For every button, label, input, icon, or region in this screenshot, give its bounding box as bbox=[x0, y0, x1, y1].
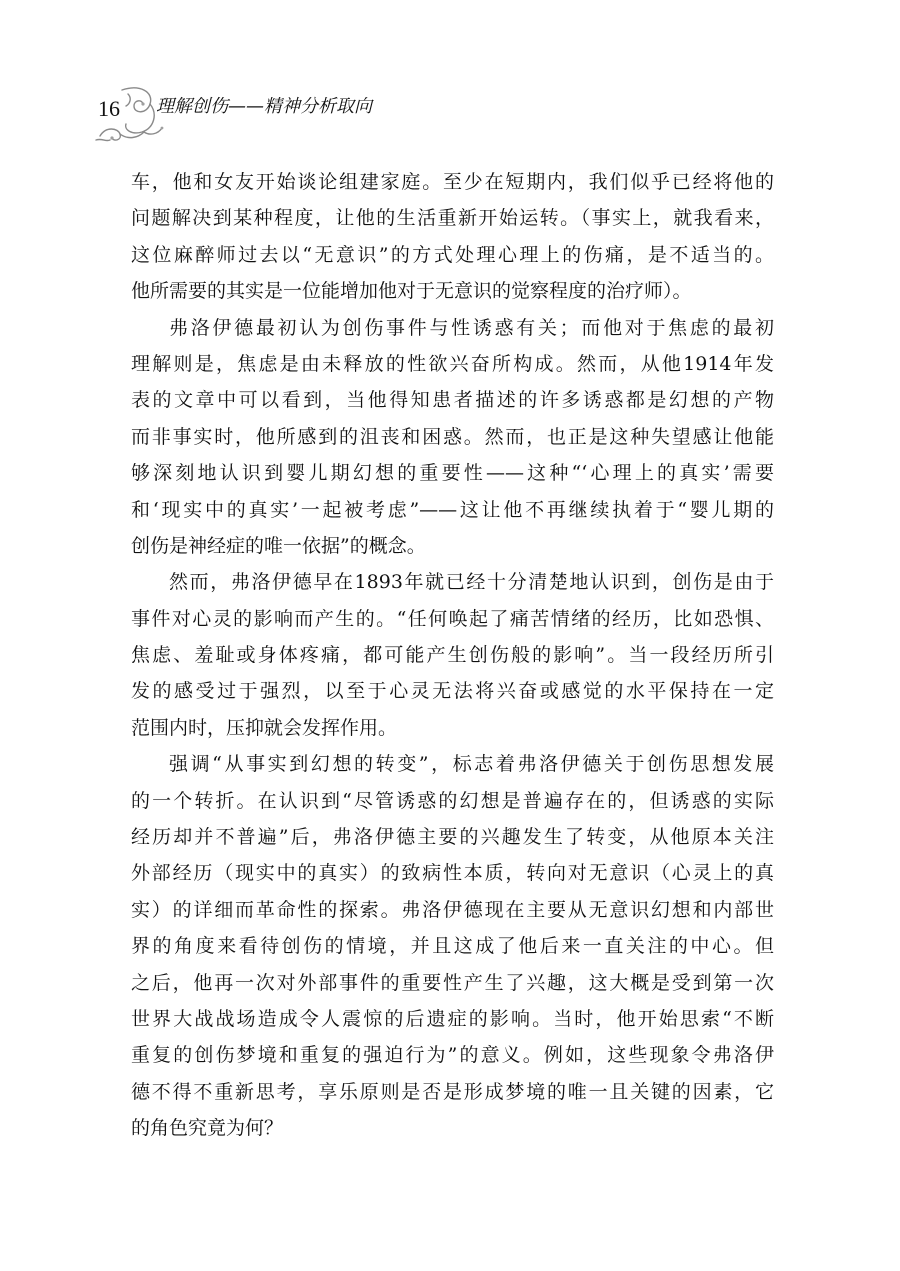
text-line: 事件对心灵的影响而产生的。“任何唤起了痛苦情绪的经历，比如恐惧、 bbox=[131, 607, 774, 630]
text-line: 重复的创伤梦境和重复的强迫行为”的意义。例如，这些现象令弗洛伊 bbox=[131, 1044, 774, 1067]
text-line: 世界大战战场造成令人震惊的后遗症的影响。当时，他开始思索“不断 bbox=[131, 1007, 774, 1030]
text-line: 他所需要的其实是一位能增加他对于无意识的觉察程度的治疗师）。 bbox=[131, 280, 692, 303]
text-line: 经历却并不普遍”后，弗洛伊德主要的兴趣发生了转变，从他原本关注 bbox=[131, 826, 774, 849]
paragraph bbox=[131, 310, 774, 565]
running-title: 理解创伤——精神分析取向 bbox=[156, 96, 372, 117]
text-line: 这位麻醉师过去以“无意识”的方式处理心理上的伤痛，是不适当的。 bbox=[131, 243, 774, 266]
text-line: 外部经历（现实中的真实）的致病性本质，转向对无意识（心灵上的真 bbox=[131, 862, 774, 885]
text-line: 焦虑、羞耻或身体疼痛，都可能产生创伤般的影响”。当一段经历所引 bbox=[131, 644, 774, 667]
text-line: 界的角度来看待创伤的情境，并且这成了他后来一直关注的中心。但 bbox=[131, 935, 774, 958]
text-line: 而非事实时，他所感到的沮丧和困惑。然而，也正是这种失望感让他能 bbox=[131, 425, 774, 448]
text-line: 车，他和女友开始谈论组建家庭。至少在短期内，我们似乎已经将他的 bbox=[131, 171, 774, 193]
paragraph bbox=[131, 164, 774, 310]
page-header bbox=[92, 84, 412, 144]
text-line: 理解则是，焦虑是由未释放的性欲兴奋所构成。然而，从他1914年发 bbox=[131, 352, 774, 375]
text-line: 表的文章中可以看到，当他得知患者描述的许多诱惑都是幻想的产物 bbox=[131, 389, 774, 412]
text-line: 问题解决到某种程度，让他的生活重新开始运转。（事实上，就我看来， bbox=[131, 207, 774, 230]
paragraph bbox=[131, 746, 774, 1146]
text-line: 强调“从事实到幻想的转变”，标志着弗洛伊德关于创伤思想发展 bbox=[169, 753, 774, 776]
text-line: 实）的详细而革命性的探索。弗洛伊德现在主要从无意识幻想和内部世 bbox=[131, 898, 774, 921]
text-line: 范围内时，压抑就会发挥作用。 bbox=[131, 716, 398, 739]
text-line: 够深刻地认识到婴儿期幻想的重要性——这种“‘心理上的真实’需要 bbox=[131, 462, 774, 485]
paragraph bbox=[131, 564, 774, 746]
text-line: 发的感受过于强烈，以至于心灵无法将兴奋或感觉的水平保持在一定 bbox=[131, 680, 774, 703]
text-line: 弗洛伊德最初认为创伤事件与性诱惑有关；而他对于焦虑的最初 bbox=[169, 316, 774, 339]
text-line: 的角色究竟为何？ bbox=[131, 1117, 284, 1140]
text-line: 创伤是神经症的唯一依据”的概念。 bbox=[131, 534, 426, 557]
text-line: 的一个转折。在认识到“尽管诱惑的幻想是普遍存在的，但诱惑的实际 bbox=[131, 789, 774, 812]
text-line: 和‘现实中的真实’一起被考虑”——这让他不再继续执着于“婴儿期的 bbox=[131, 498, 774, 521]
text-line: 之后，他再一次对外部事件的重要性产生了兴趣，这大概是受到第一次 bbox=[131, 971, 774, 994]
text-line: 德不得不重新思考，享乐原则是否是形成梦境的唯一且关键的因素，它 bbox=[131, 1080, 774, 1103]
page-number: 16 bbox=[98, 96, 120, 121]
body-text bbox=[131, 164, 774, 1147]
text-line: 然而，弗洛伊德早在1893年就已经十分清楚地认识到，创伤是由于 bbox=[169, 571, 774, 594]
